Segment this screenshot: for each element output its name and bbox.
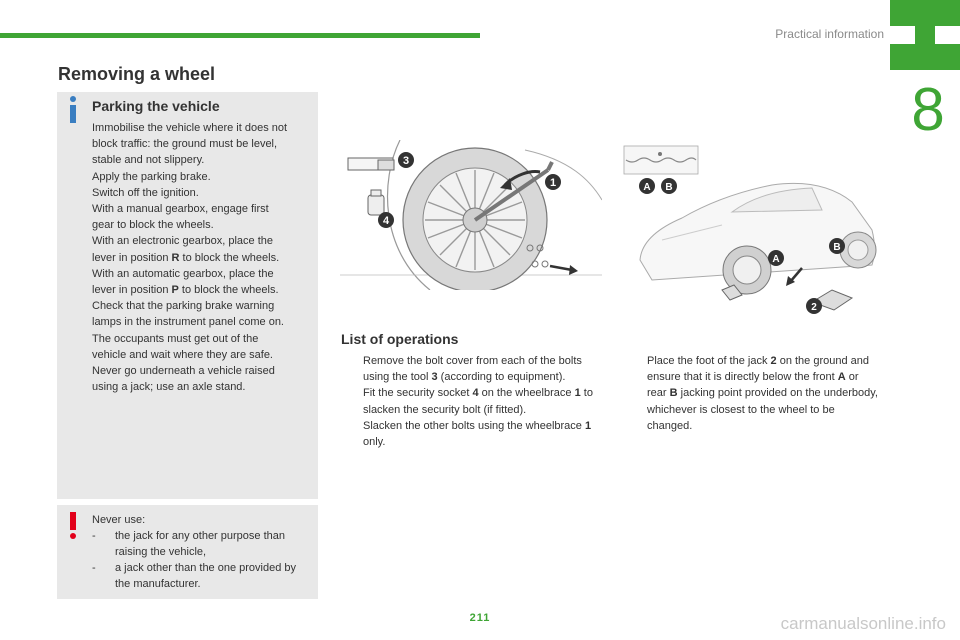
jack-number: 2 (770, 355, 777, 367)
operation-item (341, 418, 596, 450)
operation-text: on the ground and ensure that it is directly below the front (647, 355, 870, 384)
info-line: gear to block the wheels. (92, 219, 214, 232)
operation-text: Remove the bolt cover from each of the bolts using the tool (363, 355, 582, 384)
operation-text: on the wheelbrace (478, 387, 575, 400)
warning-item (92, 528, 314, 560)
warning-body (92, 512, 314, 592)
info-line: The occupants must get out of the (92, 332, 259, 345)
callout-b: B (833, 242, 841, 253)
callout-a: A (772, 254, 780, 265)
operation-text: jacking point provided on the underbody, whichever is closest to the wheel to be changed. (647, 387, 878, 432)
operation-text: to slacken the security bolt (if fitted). (363, 387, 593, 416)
operation-text: or rear (647, 371, 859, 400)
info-body (92, 120, 314, 395)
callout-4: 4 (382, 215, 390, 227)
operations-list-right (625, 353, 880, 434)
info-line: using a jack; use an axle stand. (92, 381, 246, 394)
info-line (92, 282, 314, 298)
warning-intro: Never use: (92, 514, 146, 526)
chapter-tab-bottom (890, 44, 960, 70)
info-heading: Parking the vehicle (92, 98, 220, 114)
operation-text: (according to equipment). (437, 371, 566, 384)
info-line: vehicle and wait where they are safe. (92, 348, 273, 361)
lever-position-text: lever in position (92, 251, 169, 264)
watermark: carmanualsonline.info (780, 614, 946, 633)
wheelbrace-number: 1 (584, 419, 592, 432)
operation-item (341, 353, 596, 385)
operations-list-left (341, 353, 596, 450)
wheel-wrench-illustration (340, 140, 602, 290)
operation-item (341, 385, 596, 417)
page-title: Removing a wheel (58, 64, 216, 84)
callout-3: 3 (402, 155, 410, 167)
info-line: Immobilise the vehicle where it does not (92, 122, 288, 134)
info-line (92, 250, 314, 266)
info-line: block traffic: the ground must be level, (92, 138, 278, 151)
warning-item-text: the jack for any other purpose than raising the vehicle, (115, 530, 285, 558)
callout-1: 1 (549, 177, 557, 189)
warning-dash: - (92, 530, 96, 542)
info-line-tail: to block the wheels. (182, 251, 280, 264)
tool-number: 3 (431, 371, 438, 384)
warning-item (92, 560, 314, 592)
page-number: 211 (469, 612, 491, 624)
operation-text: only. (363, 436, 386, 449)
warning-item-text: a jack other than the one provided by the manufacturer. (115, 562, 297, 590)
info-icon (66, 95, 80, 125)
rear-point-label: B (669, 387, 678, 400)
info-line-tail: to block the wheels. (181, 284, 279, 297)
warning-icon (66, 510, 80, 540)
operation-text: Slacken the other bolts using the wheelbrace (363, 419, 585, 432)
socket-number: 4 (472, 387, 479, 400)
position-p: P (171, 284, 179, 297)
operation-text: Place the foot of the jack (647, 355, 771, 367)
car-jack-illustration (622, 140, 880, 316)
info-line: Apply the parking brake. (92, 170, 211, 183)
info-line: With an electronic gearbox, place the (92, 235, 273, 248)
header-accent-bar (0, 33, 480, 38)
info-line: With an automatic gearbox, place the (92, 267, 274, 280)
warning-dash: - (92, 562, 96, 574)
operation-text: Fit the security socket (363, 387, 473, 400)
inset-callout-b: B (665, 182, 673, 193)
callout-2: 2 (811, 302, 817, 313)
operations-title: List of operations (341, 331, 459, 347)
chapter-number: 8 (911, 76, 945, 143)
info-line: stable and not slippery. (92, 154, 205, 167)
operation-item (625, 353, 880, 434)
info-line: Never go underneath a vehicle raised (92, 365, 275, 378)
position-r: R (171, 251, 180, 264)
info-line: Switch off the ignition. (92, 186, 199, 199)
info-line: With a manual gearbox, engage first (92, 203, 269, 216)
info-line: lamps in the instrument panel come on. (92, 316, 284, 329)
section-title: Practical information (775, 27, 884, 41)
lever-position-text: lever in position (92, 284, 169, 297)
wheelbrace-number: 1 (574, 387, 581, 400)
inset-callout-a: A (643, 182, 651, 193)
info-line: Check that the parking brake warning (92, 300, 275, 313)
front-point-label: A (837, 371, 846, 384)
